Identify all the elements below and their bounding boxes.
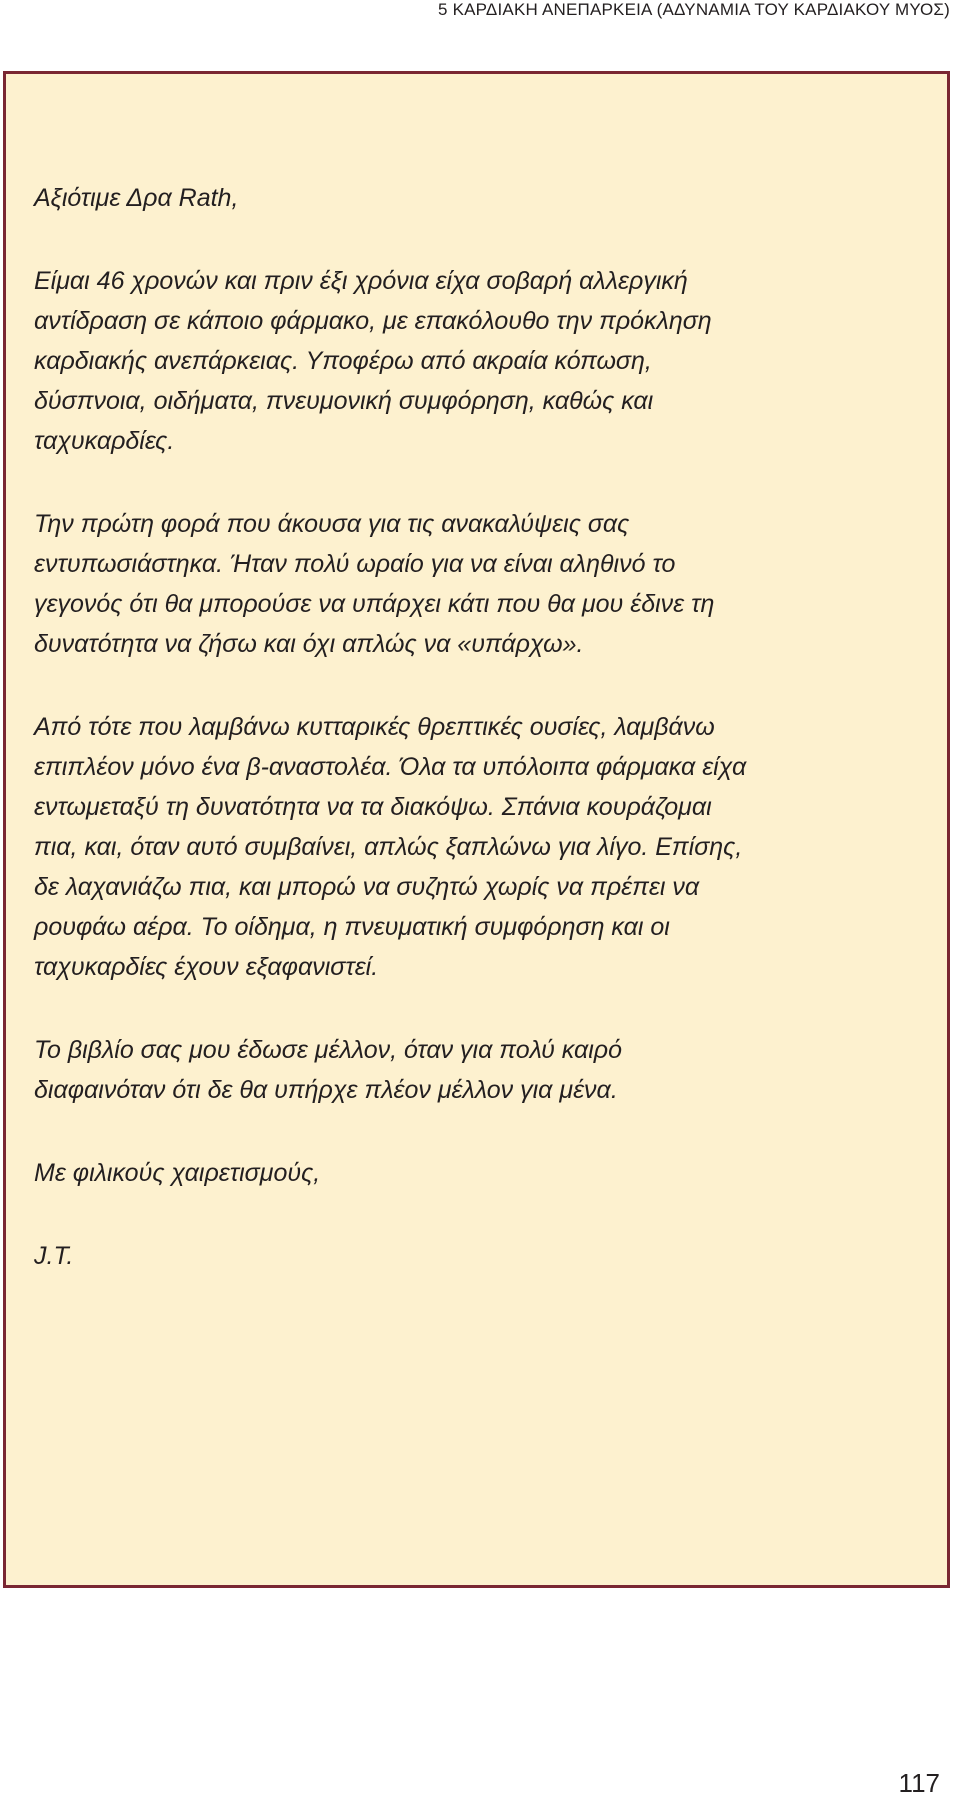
paragraph-line: δυνατότητα να ζήσω και όχι απλώς να «υπάρχω». (34, 630, 584, 658)
paragraph-line: διαφαινόταν ότι δε θα υπήρχε πλέον μέλλον για μένα. (34, 1076, 618, 1104)
paragraph-line: εντωμεταξύ τη δυνατότητα να τα διακόψω. Σπάνια κουράζομαι (34, 793, 712, 821)
paragraph-line: δε λαχανιάζω πια, και μπορώ να συζητώ χωρίς να πρέπει να (34, 873, 700, 901)
closing-line: Με φιλικούς χαιρετισμούς, (34, 1159, 321, 1187)
paragraph-line: Είμαι 46 χρονών και πριν έξι χρόνια είχα σοβαρή αλλεργική (34, 267, 688, 295)
paragraph-line: ρουφάω αέρα. Το οίδημα, η πνευματική συμφόρηση και οι (34, 913, 670, 941)
letter-paragraph-4 (34, 1030, 914, 1110)
paragraph-line: δύσπνοια, οιδήματα, πνευμονική συμφόρηση, καθώς και (34, 387, 654, 415)
running-header: 5 ΚΑΡΔΙΑΚΗ ΑΝΕΠΑΡΚΕΙΑ (ΑΔΥΝΑΜΙΑ ΤΟΥ ΚΑΡΔΙΑΚΟΥ ΜΥΟΣ) (438, 0, 950, 19)
letter-paragraph-3 (34, 707, 914, 987)
paragraph-line: καρδιακής ανεπάρκειας. Υποφέρω από ακραία κόπωση, (34, 347, 652, 375)
paragraph-line: Από τότε που λαμβάνω κυτταρικές θρεπτικές ουσίες, λαμβάνω (34, 713, 715, 741)
paragraph-line: επιπλέον μόνο ένα β-αναστολέα. Όλα τα υπόλοιπα φάρμακα είχα (34, 753, 747, 781)
paragraph-line: πια, και, όταν αυτό συμβαίνει, απλώς ξαπλώνω για λίγο. Επίσης, (34, 833, 743, 861)
letter-body (34, 178, 914, 1319)
paragraph-line: Το βιβλίο σας μου έδωσε μέλλον, όταν για πολύ καιρό (34, 1036, 623, 1064)
page-number: 117 (898, 1768, 940, 1798)
paragraph-line: εντυπωσιάστηκα. Ήταν πολύ ωραίο για να είναι αληθινό το (34, 550, 676, 578)
paragraph-line: ταχυκαρδίες. (34, 427, 175, 455)
paragraph-line: Την πρώτη φορά που άκουσα για τις ανακαλύψεις σας (34, 510, 630, 538)
letter-paragraph-2 (34, 504, 914, 664)
paragraph-line: γεγονός ότι θα μπορούσε να υπάρχει κάτι που θα μου έδινε τη (34, 590, 715, 618)
paragraph-line: ταχυκαρδίες έχουν εξαφανιστεί. (34, 953, 379, 981)
paragraph-line: αντίδραση σε κάποιο φάρμακο, με επακόλουθο την πρόκληση (34, 307, 712, 335)
salutation: Αξιότιμε Δρα Rath, (34, 184, 239, 212)
signature: J.T. (34, 1242, 74, 1270)
letter-paragraph-1 (34, 261, 914, 461)
